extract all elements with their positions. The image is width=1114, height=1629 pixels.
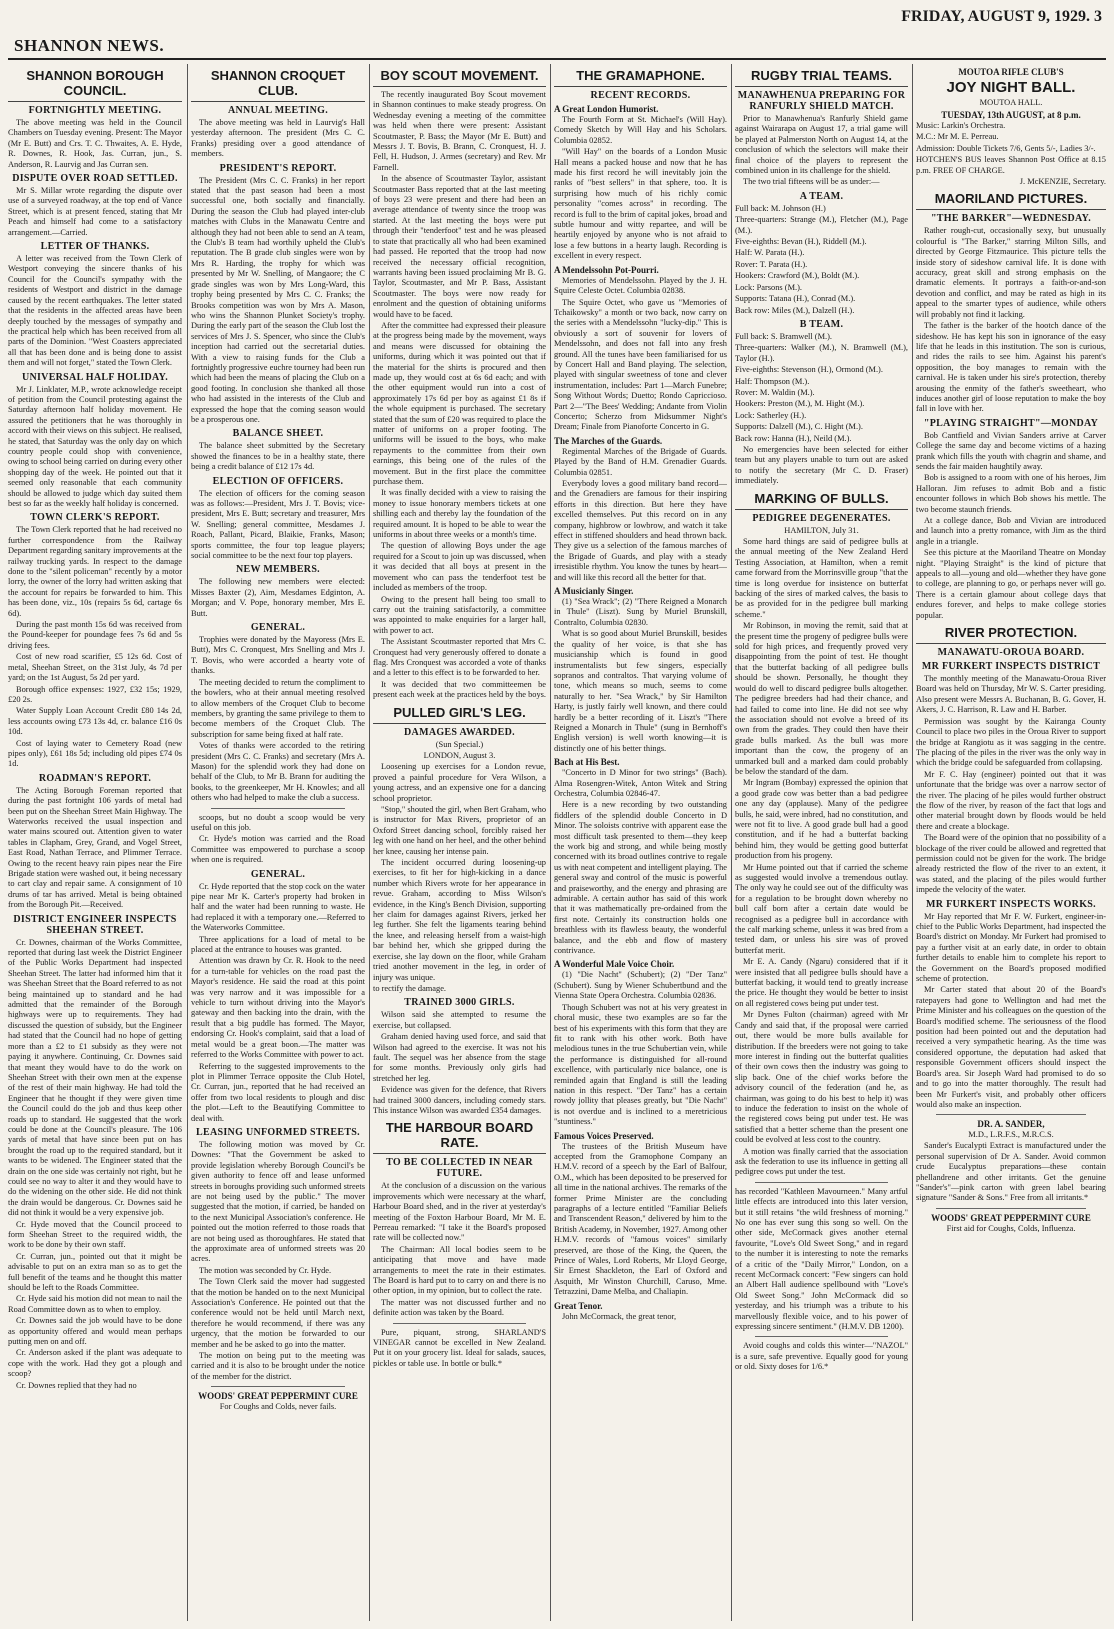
article-headline: MARKING OF BULLS. — [735, 489, 908, 510]
paragraph: The father is the barker of the hootch dance of the sideshow. He has kept his son in ignorance of the easy life that he leads in this institution. The son is curious, and rides the rails to see him. Against his parent's opposition, the boy manages to remain with the carnival. He is taken under his sire's protection, thereby arousing the enmity of the father's sweetheart, who induces another girl of loose reputation to make the boy fall in love with her. — [916, 321, 1106, 414]
paragraph: Water Supply Loan Account Credit £80 14s 2d, less accounts owing £73 13s 4d, cr. balance £16 0s 10d. — [8, 706, 182, 737]
section-heading: A Musicianly Singer. — [554, 586, 634, 597]
paragraph: Bob is assigned to a room with one of his heroes, Jim Halloran. Jim refuses to admit Bob and a fistic encounter follows in which Bob shows his mettle. The two become staunch friends. — [916, 473, 1106, 514]
advertisement-title: WOODS' GREAT PEPPERMINT CURE — [931, 1212, 1091, 1223]
article-divider — [393, 1323, 526, 1324]
section-heading: TOWN CLERK'S REPORT. — [30, 512, 160, 524]
article-headline: THE GRAMAPHONE. — [554, 66, 727, 87]
paragraph: Here is a new recording by two outstanding fiddlers of the splendid double Concerto in D Minor. The soloists contrive with apparent ease the most difficult task presented to them—they keep the work big and strong, and while being mostly concerned with its broad outlines contrive to regale us with neat competent and intelligent playing. The general sway and control of the music is powerful and praiseworthy, and the energy and phrasing are admirable. A certain author has said of this work that it was mathematically pre-ordained from the first note. Certainly its construction holds one breathless with its flawless beauty, the wonderful balance, and the ebb and flow of mastery contrivance. — [554, 800, 727, 956]
paragraph: Owing to the present hall being too small to carry out the training satisfactorily, a committee was appointed to make enquiries for a larger hall, with power to act. — [373, 594, 546, 635]
team-heading: B TEAM. — [799, 318, 844, 330]
paragraph: The two trial fifteens will be as under:— — [743, 177, 880, 187]
paragraph: Three applications for a load of metal to be placed at the entrance to houses was granted. — [191, 934, 365, 955]
section-heading: A Wonderful Male Voice Choir. — [554, 959, 675, 970]
article-divider — [211, 1386, 345, 1387]
paragraph: Some hard things are said of pedigree bulls at the annual meeting of the New Zealand Herd Testing Association, at Hamilton, when a remit came forward from the Morrinsville group "that the time is long overdue for insistence on butterfat backing of the sires of marked calves, the basis to be as provided for in the pedigree bull marking scheme." — [735, 537, 908, 619]
paragraph: The above meeting was held in Laurvig's Hall yesterday afternoon. The president (Mrs C. C. Franks) presiding over a good attendance of members. — [191, 118, 365, 159]
paragraph: No emergencies have been selected for either team but any players unable to turn out are asked to notify the secretary (Mr C. D. Fraser) immediately. — [735, 444, 908, 486]
section-heading: UNIVERSAL HALF HOLIDAY. — [21, 371, 169, 383]
section-heading: "THE BARKER"—WEDNESDAY. — [930, 213, 1092, 225]
paragraph: Cr. Downes, chairman of the Works Committee, reported that during last week the District Engineer of the Public Works Department had inspected Sheehan Street. The latter had informed him that it was Sheehan Street that the Board referred to as not being maintained up to standard and he had admitted that the remainder of the Borough highways were up to requirements. They had discussed the question of subsidy, but the Engineer had stated that the Council had no hope of getting more than a £2 to £1 subsidy as they were not paying it anywhere. Continuing, Cr. Downes said that meant they would have to do the work on Sheehan Street with their own men at the expense of the rest of their main highway. He had told the Engineer that he thought if they were given time the Council could do the job and thus keep other roads up to standard. He suggested that the work could be done at the Council's pleasure. The 106 yards of metal that have since been put on has brought the road up to the required standard, but it wants to be widened. The Engineer stated that the drain on the one side was certainly not right, but he could see no way to alter it and they would have to do the widening on the other side. He did not think the drain would be dangerous. Cr. Downes said he did not think it would be a very expensive job. — [8, 937, 182, 1218]
section-heading: BALANCE SHEET. — [232, 428, 324, 440]
advertisement-line: Music: Larkin's Orchestra. — [916, 121, 1006, 130]
article-headline: RUGBY TRIAL TEAMS. — [735, 66, 908, 87]
team-line: Supports: Dalzell (M.), C. Hight (M.). — [735, 422, 863, 432]
paragraph: John McCormack, the great tenor, — [562, 1311, 677, 1321]
paragraph: The Fourth Form at St. Michael's (Will Hay). Comedy Sketch by Will Hay and his Scholars. Columbia 02852. — [554, 115, 727, 145]
paragraph: The incident occurred during loosening-up exercises, to fit her for high-kicking in a dance number which Rivers wrote for her appearance in revue. Graham, according to Miss Wilson's evidence, in the King's Bench Division, supporting her claim for damages against Rivers, jerked her leg further. She felt the ligaments tearing behind the knee, and releasing herself from a waist-high bar behind her, which she gripped during the exercise, she lay down on the floor, while Graham tried another movement in the leg, in order of injury was unique. — [373, 858, 546, 982]
paragraph: It was finally decided with a view to raising the money to issue honorary members tickets at one shilling each and thereby lay the foundation of the required amount. It is hoped to be able to wear the uniforms in about three weeks or a month's time. — [373, 488, 546, 540]
section-heading: A Great London Humorist. — [554, 104, 659, 114]
section-heading: Bach at His Best. — [554, 757, 620, 768]
section-heading: Famous Voices Preserved. — [554, 1130, 654, 1141]
paragraph: The question of allowing Boys under the age required for a Scout to join up was discussed, when it was decided that all boys at present in the movement who can pass the tenderfoot test be included as members of the troop. — [373, 541, 546, 593]
team-heading: A TEAM. — [799, 190, 844, 202]
paragraph: Mr E. A. Candy (Ngaru) considered that if it were insisted that all pedigree bulls should have a butterfat backing, it would tend to greatly increase the price. He thought they would be better to insist on all registered cows being put under test. — [735, 957, 908, 1008]
paragraph: Cr. Hyde said his motion did not mean to nail the Road Committee down as to when to employ. — [8, 1294, 182, 1314]
advertisement-text: Sander's Eucalypti Extract is manufactured under the personal supervision of Dr A. Sander. Avoid common crude Eucalyptus preparations—these contain phellandrene and other irritants. Get the genuine "Sander's"—pink carton with green label bearing signature "Sander & Sons." Free from all irritants.* — [916, 1141, 1106, 1203]
team-line: Full back: M. Johnson (H.) — [735, 203, 826, 213]
article-headline: SHANNON BOROUGH COUNCIL. — [8, 66, 182, 102]
paragraph: The Assistant Scoutmaster reported that Mrs C. Cronquest had very generously offered to donate a flag. Mrs Cronquest was accorded a vote of thanks and a letter to this effect is to be forwarded to her. — [373, 637, 546, 678]
article-headline: SHANNON CROQUET CLUB. — [191, 66, 365, 102]
team-line: Back row: Hanna (H.), Neild (M.). — [735, 433, 852, 443]
paragraph: Rather rough-cut, occasionally sexy, but unusually colourful is "The Barker," starring Milton Sills, and directed by George Fitzmaurice. This picture tells the inside story of sideshow carnival life. It is done with accuracy, great skill and strong emphasis on the dramatic elements. It portrays a faith-or-and-son devotion and conflict, and may be rated as high in its appeal to the smarter types of audience, while others will probably not find it lacking. — [916, 226, 1106, 319]
paragraph: The Squire Octet, who gave us "Memories of Tchaikowsky" a month or two back, now carry on the series with a Mendelssohn "lucky-dip." This is obviously a sort of souvenir for lovers of Mendelssohn, and does not fall into any fresh ground. All the tunes have been familiarised for us by Concert Hall and Band playing. The selection, played with singular sweetness of tone and clever instrumentation, includes: Part 1—March Funebre; Song Without Words; Duetto; Rondo Capriccioso. Part 2—"The Bees' Wedding; Andante from Violin Concerto; Scherzo from Midsummer Night's Dream; Finale from Pianoforte Concerto in G. — [554, 297, 727, 432]
paragraph: The motion on being put to the meeting was carried and it is also to be brought under the notice of the member for the district. — [191, 1351, 365, 1381]
paragraph: A letter was received from the Town Clerk of Westport conveying the sincere thanks of his Council for the Council's sympathy with the residents of Westport and district in the damage caused by the recent earthquakes. The letter stated that the residents in the affected areas have been deeply touched by the messages of sympathy and the practical help which has been received from all parts of the Dominion. "West Coasters appreciated all that has been done and is being done to assist them and will not forget," stated the Town Clerk. — [8, 254, 182, 368]
paragraph: "Concerto in D Minor for two strings" (Bach). Alma Rosengren-Witek, Anton Witek and String Orchestra, Columbia 02846-47. — [554, 768, 727, 798]
article-subheading: RECENT RECORDS. — [590, 90, 691, 101]
paragraph: The following motion was moved by Cr. Downes: "That the Government be asked to provide legislation whereby Borough Council's be given authority to fence off and lease unformed streets in boroughs providing such unformed streets are not being used by the public." The mover suggested that the motion, if carried, be handed on to the next Municipal Association's conference. He pointed out the motion referred to those roads that are not being used as thoroughfares. He stated that the approximate area of unformed streets was 20 acres. — [191, 1139, 365, 1264]
article-subheading: TO BE COLLECTED IN NEAR FUTURE. — [386, 1157, 533, 1180]
paragraph: "Will Hay" on the boards of a London Music Hall means a packed house and now that he has made his first record he will inevitably join the ranks of "best sellers" in that sphere, too. It is surprising how much of his richly comic personality "comes across" in recording. The record is full to the brim of capital jokes, broad and subtle humour and witty repartee, and will be heartily enjoyed by anyone who is not afraid to lose a few buttons in a hearty laugh. Recording is excellent in every respect. — [554, 147, 727, 261]
advertisement-title: DR. A. SANDER, — [977, 1119, 1045, 1130]
column-pictures-river — [916, 64, 1106, 1621]
section-heading: LETTER OF THANKS. — [40, 241, 150, 253]
column-gramaphone — [554, 64, 727, 1621]
paragraph: Bob Cantfield and Vivian Sanders arrive at Carver College the same day and become victims of a hazing prank which fills the youth with chagrin and shame, and sends the fair maiden haughtily away. — [916, 430, 1106, 471]
article-headline: RIVER PROTECTION. — [916, 623, 1106, 644]
section-heading: GENERAL. — [250, 868, 306, 880]
advertisement-text: For Coughs and Colds, never fails. — [219, 1402, 337, 1412]
team-line: Five-eighths: Bevan (H.), Riddell (M.). — [735, 237, 867, 247]
paragraph: scoops, but no doubt a scoop would be very useful on this job. — [191, 812, 365, 832]
section-heading: PRESIDENT'S REPORT. — [219, 162, 337, 174]
paragraph: The meeting decided to return the compliment to the bowlers, who at their annual meeting resolved to allow members of the Croquet Club to become members, by granting the same privilege to them to become members of the Croquet Club. The subscription for same being fixed at half rate. — [191, 677, 365, 739]
advertisement-text: MOUTOA HALL. — [979, 98, 1043, 107]
paragraph: Cr. Downes replied that they had no — [16, 1380, 137, 1390]
team-line: Lock: Satherley (H.). — [735, 410, 807, 420]
section-heading: ELECTION OF OFFICERS. — [212, 475, 344, 487]
paragraph: Wilson said she attempted to resume the exercise, but collapsed. — [373, 1010, 546, 1030]
paragraph: After the committee had expressed their pleasure at the progress being made by the movement, ways and means were discussed for obtaining the uniforms, during which it was pointed out that if the material for the shirts is procured and then made up, they would cost at 6s 6d each; and with the other equipment would run into a cost of approximately 17s 6d per boy as against £1 8s if the whole equipment is purchased. The secretary stated that the sum of £20 was required to place the matter of uniforms on a proper footing. The uniforms will be issued to the boys, who make repayments to the committee from their own earnings, this being one of the rules of the movement. But in the first place the committee purchase them. — [373, 320, 546, 487]
section-heading: NEW MEMBERS. — [236, 564, 320, 576]
section-heading: MR FURKERT INSPECTS WORKS. — [926, 898, 1096, 910]
paragraph: Though Schubert was not at his very greatest in choral music, these two examples are so far the best of his experiments with this form that they are fit to rank with his other work. Both have melodious tunes in the true Schubertian vein, while the performance is distinguished for all-round excellence, with particularly nice balance, one is reminded again that England is still the leading nation in this respect. "Der Tanz" has a certain rowdy jollity that pleases greatly, but "Die Nacht" is not overdue and is inclined to a meretricious "stuntiness." — [554, 1002, 727, 1127]
paragraph: Cr. Anderson asked if the plant was adequate to cope with the work. Had they got a plough and scoop? — [8, 1348, 182, 1379]
paragraph: Evidence was given for the defence, that Rivers had trained 3000 dancers, including comedy stars. This instance Wilson was awarded £354 damages. — [373, 1085, 546, 1115]
team-line: Rover: T. Parata (H.). — [735, 259, 808, 269]
paragraph: The President (Mrs C. C. Franks) in her report stated that the past season had been a most successful one, both socially and financially. During the season the Club had played inter-club matches with Clubs in the Manawatu Centre and although they had not been able to send an A team, the Club's B team had worthily upheld the Club's reputation. The B grade club singles were won by Mrs R. Harding, the trophy for which was presented by Mr W. Snelling, of Mangaore; the C grade singles was won by Mrs Long-Ward, this trophy being presented by Mrs C. C. Franks; the Brooks competition was won by Mrs A. Mason, who wins the Shannon Plunket Society's trophy. During the early part of the season the Club lost the services of Mrs J. S. Spencer, who since the Club's inception had carried out the secretarial duties. With a view to raising funds for the Club a fortnightly progressive euchre tourney had been run which had been the means of placing the Club on a good footing. In conclusion she thanked all those who had assisted in the interests of the Club and expressed the hope that the coming season would be a prosperous one. — [191, 175, 365, 424]
dateline: HAMILTON, July 31. — [784, 525, 859, 535]
paragraph: The election of officers for the coming season was as follows:—President, Mrs J. T. Bovis; vice-president, Mrs E. Butt; secretary and treasurer, Mrs W. Snelling; general committee, Mesdames J. Roach, Pallant, Picard, Blaikie, Franks, Mason; sports committee, the four top league players; social committee to be the next four top players. — [191, 488, 365, 561]
article-divider — [755, 1182, 888, 1183]
advertisement-headline: JOY NIGHT BALL. — [946, 79, 1076, 96]
masthead — [0, 0, 1114, 55]
paragraph: Loosening up exercises for a London revue, proved a painful procedure for Vera Wilson, a young actress, and an expensive one for a dancing school proprietor. — [373, 762, 546, 803]
paragraph: The recently inaugurated Boy Scout movement in Shannon continues to make steady progress. On Wednesday evening a meeting of the committee was held when there were present: Assistant Scoutmaster, P. Bass; the Mayor (Mr E. Butt) and Messrs J. T. Bovis, B. Brann, C. Cronquest, H. J. Fell, H. Hudson, J. Armes (secretary) and Rev. Mr Farnell. — [373, 90, 546, 172]
paragraph: Cost of laying water to Cemetery Road (new pipes only), £61 18s 5d; including old pipes £74 0s 1d. — [8, 738, 182, 769]
section-heading: The Marches of the Guards. — [554, 435, 663, 446]
paragraph: (1) "Die Nacht" (Schubert); (2) "Der Tanz" (Schubert). Sung by Wiener Schubertbund and the Vienna State Opera Orchestra. Columbia 02836. — [554, 970, 727, 1001]
article-subheading: MR FURKERT INSPECTS DISTRICT — [921, 661, 1101, 673]
paragraph: In the absence of Scoutmaster Taylor, assistant Scoutmaster Bass reported that at the last meeting of boys 23 were present and there had been an average attendance of twenty since the troop was started. At the last meeting the boys were put through their "tenderfoot" test and he was pleased to state that practically all who had been examined had passed. He reported that the troop had now received the necessary official recognition, warrants having been issued proclaiming Mr B. G. Taylor, Scoutmaster, and Mr P. Bass, Assistant Scoutmaster. The boys were now ready for enrolment and the question of obtaining uniforms would have to be faced. — [373, 174, 546, 319]
article-divider — [211, 808, 345, 809]
article-divider — [936, 1114, 1086, 1115]
paragraph: Borough office expenses: 1927, £32 15s; 1929, £20 2s. — [8, 684, 182, 704]
advertisement-line: HOTCHEN'S BUS leaves Shannon Post Office at 8.15 p.m. FREE OF CHARGE. — [916, 155, 1106, 175]
paragraph: Attention was drawn by Cr. R. Hook to the need for a turn-table for vehicles on the road past the Mayor's residence. He said the road at this point was very narrow and it was impossible for a vehicle to turn without driving into the Mayor's gateway and then backing into the drain, with the result that a big puddle has formed. The Mayor, endorsing Cr. Hook's complaint, said that a load of metal would be a great boon.—The matter was referred to the Works Committee with power to act. — [191, 956, 365, 1060]
paragraph: The Town Clerk said the mover had suggested that the motion be handed on to the next Municipal Association's Conference. He pointed out that the conference would not be held until March next, therefore he would recommend, if there was any urgency, that the motion be forwarded to our member and he be asked to go into the matter. — [191, 1277, 365, 1349]
advertisement-date: TUESDAY, 13th AUGUST, at 8 p.m. — [941, 110, 1081, 120]
paragraph: Cr. Downes said the job would have to be done as opportunity offered and would mean perhaps putting men on and off. — [8, 1316, 182, 1347]
column-divider — [550, 64, 551, 1621]
section-heading: TRAINED 3000 GIRLS. — [404, 997, 515, 1009]
column-divider — [912, 64, 913, 1621]
paragraph: The following new members were elected: Misses Baxter (2), Aim, Mesdames Edginton, A. Morgan; and V. Pope, honorary member, Mrs E. Butt. — [191, 577, 365, 618]
paragraph: "Stop," shouted the girl, when Bert Graham, who is instructor for Max Rivers, proprietor of an Oxford Street dancing school, forcibly raised her leg with one hand on her heel, and the other behind her knee, causing her intense pain. — [373, 805, 546, 856]
paragraph: Prior to Manawhenua's Ranfurly Shield game against Wairarapa on August 17, a trial game will be played at Palmerston North on August 14, at the conclusion of which the selectors will make their final choice of the players to represent the combined union in its challenge for the shield. — [735, 114, 908, 176]
advertisement-line: Admission: Double Tickets 7/6, Gents 5/-, Ladies 3/-. — [916, 143, 1096, 153]
section-heading: DISPUTE OVER ROAD SETTLED. — [12, 173, 178, 185]
paragraph: Cost of new road scarifier, £5 12s 6d. Cost of metal, Sheehan Street, on the 31st July, 4s 7d per yard; on the 1st August, 5s 2d per yard. — [8, 652, 182, 683]
paragraph: The monthly meeting of the Manawatu-Oroua River Board was held on Thursday, Mr W. S. Carter presiding. Also present were Messrs A. Buchanan, B. G. Gover, H. Akers, J. C. Harrison, R. Law and H. Barber. — [916, 674, 1106, 715]
section-heading: GENERAL. — [250, 622, 306, 634]
paragraph: Mr Robinson, in moving the remit, said that at the present time the progeny of pedigree bulls were sold for high prices, and frequently proved very disappointing from the point of test. He thought that the butterfat backing of all pedigree bulls should be shown. Personally, he thought they would do well to discard pedigree bulls altogether. The pedigree breeders had had their chance, and had failed to come into line. He did not see why the association should not evolve a breed of its own from the grades. They could then have their grade bulls marked. As the bull was more important than the cow, the progeny of an unmarked bull and a marked dam could probably be below the standard of the dam. — [735, 621, 908, 776]
paragraph: The motion was seconded by Cr. Hyde. — [199, 1265, 332, 1275]
section-heading: Great Tenor. — [554, 1300, 603, 1311]
paragraph: to rectify the damage. — [373, 983, 447, 993]
paragraph: The above meeting was held in the Council Chambers on Tuesday evening. Present: The Mayor (Mr E. Butt) and Crs. T. C. Thwaites, A. E. Hyde, R. Downes, R. Hook, Jas. Curran, jun., S. Anderson, R. Laurvig and Jas Curran sen. — [8, 118, 182, 169]
team-line: Supports: Tatana (H.), Conrad (M.). — [735, 294, 856, 304]
article-headline: THE HARBOUR BOARD RATE. — [373, 1118, 546, 1154]
paragraph: The Board were of the opinion that no possibility of a blockage of the river could be allowed and regretted that permission could not be given for the work. The bridge already restricted the flow of the river to an extent, it was stated, and the placing of the piles would further impede the velocity of the water. — [916, 833, 1106, 895]
paragraph: At a college dance, Bob and Vivian are introduced and launch into a pretty romance, with Jim as the third angle in a triangle. — [916, 516, 1106, 546]
paragraph: Permission was sought by the Kairanga County Council to place two piles in the Oroua River to support the bridge at Rangiotu as it was sagging in the centre. The placing of the piles in the river was the only way in which the bridge could be safeguarded from collapsing. — [916, 716, 1106, 768]
column-boy-scouts — [373, 64, 546, 1621]
paragraph: Votes of thanks were accorded to the retiring president (Mrs C. C. Franks) and secretary (Mrs A. Mason) for the splendid work they had done on behalf of the Club, to Mr B. Brann for auditing the books, to the greenkeeper, Mr H. Knowles; and all others who had helped to make the club a success. — [191, 741, 365, 803]
article-subheading: MANAWATU-OROUA BOARD. — [937, 647, 1085, 659]
team-line: Five-eighths: Stevenson (H.), Ormond (M.). — [735, 365, 883, 375]
paragraph: Memories of Mendelssohn. Played by the J. H. Squire Celeste Octet. Columbia 02838. — [554, 275, 727, 296]
article-subheading: DAMAGES AWARDED. — [404, 726, 515, 738]
paragraph: What is so good about Muriel Brunskill, besides the quality of her voice, is that she has musicianship which is found in good instrumentalists but few singers, especially sopranos and contraltos. That varying volume of tone, which means so much, seems to come naturally to her. "Sea Wrack," by Sir Hamilton Harty, is justly fairly well known, and there could hardly be a better recording of it. Liszt's "There Reigned a Monarch in Thule" (sung in Bernhoff's English version) is well worth knowing—it is distinctly one of his better things. — [554, 629, 727, 753]
paragraph: The balance sheet submitted by the Secretary showed the finances to be in a healthy state, there being a credit balance of £12 17s 4d. — [191, 441, 365, 472]
paragraph: Mr Carter stated that about 20 of the Board's ratepayers had gone to Wellington and had met the Prime Minister and his colleagues on the question of the Board's modified scheme. The seriousness of the flood position had been pointed out and the deputation had received a very sympathetic hearing. As the time was considered opportune, the deputation had asked that responsible Government officers should inspect the Board's area. Sir Joseph Ward had promised to do so and to go into the matter thoroughly. The result had been Mr Furkert's visit, and probably other officers would also make an inspection. — [916, 985, 1106, 1109]
source-line: (Sun Special.) — [435, 739, 484, 749]
paragraph: The matter was not discussed further and no definite action was taken by the Board. — [373, 1297, 546, 1318]
masthead-rule — [8, 58, 1106, 60]
paragraph: (1) "Sea Wrack"; (2) "There Reigned a Monarch in Thule" (Liszt). Sung by Muriel Brunskill, Contralto, Columbia 02830. — [554, 597, 727, 627]
article-headline: PULLED GIRL'S LEG. — [373, 703, 546, 724]
paragraph: It was decided that two committeemen be present each week at the practices held by the boys. — [373, 679, 546, 700]
paragraph: Mr Ingram (Bombay) expressed the opinion that a good grade cow was better than a bad pedigree one any day (applause). Many of the pedigree bulls, he said, were inbred, had no constitution, and were not fit to live. A good grade bull had a good constitution, and if he had a butterfat backing behind him, they would be getting good butterfat production from his progeny. — [735, 778, 908, 861]
paper-name: SHANNON NEWS. — [14, 36, 165, 55]
advertisement-line: M.C.: Mr M. E. Perreau. — [916, 132, 999, 142]
paragraph: During the past month 15s 6d was received from the Pound-keeper for poundage fees 7s 6d and 5s driving fees. — [8, 620, 182, 650]
team-line: Full back: S. Bramwell (M.). — [735, 331, 832, 341]
advertisement-title: WOODS' GREAT PEPPERMINT CURE — [198, 1391, 358, 1402]
paragraph: Regimental Marches of the Brigade of Guards. Played by the Band of H.M. Grenadier Guards. Columbia 02851. — [554, 446, 727, 477]
article-headline: MAORILAND PICTURES. — [916, 189, 1106, 210]
paragraph: Mr F. C. Hay (engineer) pointed out that it was unfortunate that the bridge was over a narrow sector of the river. The placing of he piles would further obstruct the flow of the river, by reason of the fact that logs and other material brought down by floods would be held there and create a blockage. — [916, 769, 1106, 831]
paragraph: The Chairman: All local bodies seem to be anticipating that move and have made arrangements to meet the rate in their estimates. The Board is hard put to to carry on and there is no other option, in my opinion, but to collect the rate. — [373, 1244, 546, 1296]
section-heading: DISTRICT ENGINEER INSPECTS SHEEHAN STREET. — [13, 913, 177, 936]
paragraph: Mr Dynes Fulton (chairman) agreed with Mr Candy and said that, if the proposal were carried out, there would be more bulls available for distribution. If the breeders were not going to take more interest in finding out the butterfat qualities of their own cows then the industry was going to slip back. One of the chief works before the advisory council of the federation (and he, as chairman, was going to do his best to help it) was to induce the federation to insist on the whole of the registered cows being put under test. He was satisfied that a better scheme than the present one could be evolved at less cost to the country. — [735, 1010, 908, 1145]
paragraph: The Acting Borough Foreman reported that during the past fortnight 106 yards of metal had been put on the Sheehan Street Main Highway. The Waterworks received the usual inspection and water mains scoured out. Attention given to water tables in Clapham, Grey, Grand, and Vogel Street, East Road, Nathan Terrace, and Plimmer Terrace. Owing to the recent heavy rain pipes near the Fire Brigade station were washed out, it being necessary to cart clay and repair same. A consignment of 10 drums of tar has arrived. Metal is being obtained from the Borough Pit.—Received. — [8, 785, 182, 910]
article-headline: BOY SCOUT MOVEMENT. — [373, 66, 546, 87]
team-line: Hookers: Crawford (M.), Boldt (M.). — [735, 271, 860, 281]
advertisement-text: M.D., L.R.F.S., M.R.C.S. — [968, 1130, 1054, 1140]
paragraph: The Town Clerk reported that he had received no further correspondence from the Railway Department regarding sanitary improvements at the railway trucking yards. In respect to the damage done to the "silent policeman" recently by a motor lorry, the owner of the lorry had written asking that the account for repairs be forwarded to him. This has been done, viz., 10s (repairs 5s 6d, cartage 6s 6d). — [8, 525, 182, 618]
paragraph: See this picture at the Maoriland Theatre on Monday night. "Playing Straight" is the kind of picture that appeals to all—young and old—whether they have gone to college, are planning to go, or perhaps never will go. There is a certain glamour about college days that endures forever, and helps to make college stories popular. — [916, 548, 1106, 620]
paragraph: Mr Hume pointed out that if carried the scheme as suggested would involve a tremendous outlay. The only way he could see out of the difficulty was for a regulation to be brought down whereby no bull calf born after a certain date would be recognised as a pedigree bull in accordance with the calf marking scheme, unless it was bred from a tested dam, or unless his sire was of proved butterfat merit. — [735, 862, 908, 955]
section-heading: LEASING UNFORMED STREETS. — [196, 1126, 360, 1138]
paragraph: The trustees of the British Museum have accepted from the Gramophone Company an H.M.V. record of a speech by the Earl of Balfour, O.M., which has been deposited to be preserved for all time in the national archives. The remarks of the former Prime Minister are the concluding paragraphs of a lecture entitled "Familiar Beliefs and Transcendent Reason," delivered by him to the British Academy, in November, 1927. Among other H.M.V. records of "famous voices" similarly preserved, are those of the King, the Queen, the Prince of Wales, Lord Roberts, Mr Lloyd George, Sir Ernest Shackleton, the Earl of Oxford and Asquith, Mr Winston Churchill, Caruso, Mme. Tetrazzini, Dame Melba, and Chaliapin. — [554, 1141, 727, 1297]
dateline: LONDON, August 3. — [423, 750, 496, 760]
column-divider — [731, 64, 732, 1621]
paragraph: Referring to the suggested improvements to the plot in Plimmer Terrace opposite the Club Hotel, Cr. Curran, jun., reported that he had received an offer from two local residents to plough and disc the plot.—Left to the Beautifying Committee to deal with. — [191, 1061, 365, 1123]
paragraph: Graham denied having used force, and said that Wilson had agreed to the exercise. It was not his fault. The sequel was her absence from the stage for some months. Previously only girls had stretched her leg. — [373, 1032, 546, 1083]
team-line: Half: W. Parata (H.). — [735, 248, 805, 258]
column-croquet-club — [191, 64, 365, 1621]
paragraph: has recorded "Kathleen Mavourneen." Many artful little effects are introduced into this later version, but it still retains "the wild freshness of morning." No one has ever sung this song so well. On the other side, McCormack gives another eternal favourite, "Love's Old Sweet Song," and in regard to the number it is interesting to note the remarks of a critic of the "Daily Mirror," London, on a recent McCormack concert: "Few singers can hold an Albert Hall audience spellbound with "Love's Old Sweet Song." John McCormack did so yesterday, and his triumph was a tribute to his marvellously flexible voice, and to his power of expressing sincere sentiment." (H.M.V. DB 1200). — [735, 1186, 908, 1332]
team-line: Hookers: Preston (M.), M. Hight (M.). — [735, 399, 865, 409]
article-divider — [755, 1336, 888, 1337]
team-line: Three-quarters: Walker (M.), N. Bramwell (M.), Taylor (H.). — [735, 343, 908, 363]
team-line: Back row: Miles (M.), Dalzell (H.). — [735, 305, 855, 315]
paragraph: Mr S. Millar wrote regarding the dispute over use of a surveyed roadway, at the top end of Vance Street, which is at present fenced, stating that Mr Peach and himself had come to a satisfactory arrangement.—Carried. — [8, 186, 182, 237]
paragraph: Everybody loves a good military band record—and the Grenadiers are famous for their inspiring efforts in this direction. But here they have excelled themselves. Put this record on in any company, highbrow or lowbrow, and watch it take effect in stiffened shoulders and head thrown back. They give us a selection of the famous marches of the Brigade of Guards, and play with a steady irresistible rhythm. You know the tunes by heart—and will like this record all the better for that. — [554, 479, 727, 582]
team-line: Lock: Parsons (M.). — [735, 282, 802, 292]
team-line: Three-quarters: Strange (M.), Fletcher (M.), Page (M.). — [735, 215, 908, 235]
article-subheading: ANNUAL MEETING. — [227, 105, 329, 116]
paragraph: Cr. Hyde's motion was carried and the Road Committee was empowered to purchase a scoop when one is required. — [191, 834, 365, 865]
paragraph: Cr. Hyde reported that the stop cock on the water pipe near Mr K. Carter's property had broken in half and the water had been running to waste. He had replaced it with a temporary one.—Referred to the Waterworks Committee. — [191, 881, 365, 933]
team-line: Rover: M. Waldin (M.). — [735, 387, 815, 397]
advertisement-text: Pure, piquant, strong, SHARLAND'S VINEGAR cannot be excelled in New Zealand. Put it on your grocery list. Ideal for salads, sauces, pickles or table use. In bottle or bulk.* — [373, 1327, 546, 1368]
column-divider — [187, 64, 188, 1621]
article-subheading: PEDIGREE DEGENERATES. — [752, 512, 891, 524]
advertisement-text: First aid for Coughs, Colds, Influenza. — [946, 1223, 1076, 1233]
advertisement-signature: J. McKENZIE, Secretary. — [1019, 177, 1106, 187]
column-borough-council — [8, 64, 182, 1621]
section-heading: A Mendelssohn Pot-Pourri. — [554, 264, 659, 275]
article-subheading: FORTNIGHTLY MEETING. — [28, 105, 162, 116]
article-divider — [936, 1208, 1086, 1209]
paragraph: Cr. Curran, jun., pointed out that it might be advisable to put on an extra man so as to get the full benefit of the teams and he thought this matter should be left to the Roads Committee. — [8, 1251, 182, 1293]
section-heading: "PLAYING STRAIGHT"—MONDAY — [923, 417, 1099, 429]
column-rugby-bulls — [735, 64, 908, 1621]
paragraph: A motion was finally carried that the association ask the federation to use its influence in getting all pedigree cows put under the test. — [735, 1146, 908, 1177]
paragraph: Cr. Hyde moved that the Council proceed to form Sheehan Street to the required width, the work to be done by their own staff. — [8, 1219, 182, 1250]
paragraph: Mr J. Linklater, M.P., wrote acknowledge receipt of petition from the Council protesting against the Saturday afternoon half holiday movement. He assured the petitioners that he was thoroughly in accord with their views on this subject. He realised, he stated, that Saturday was the only day on which country people could shop with convenience, owing to school being carried on during every other shopping day of the week. He pointed out that it seemed only reasonable that each community should be allowed to judge which day suited them best so far as the weekly half holiday is concerned. — [8, 384, 182, 508]
paragraph: Mr Hay reported that Mr F. W. Furkert, engineer-in-chief to the Public Works Department, had inspected the Board's district on Monday. Mr Furkert had promised to pay a further visit at an early date, in order to obtain further details to enable him to complete his report to the Government on the Board's proposed modified scheme of protection. — [916, 911, 1106, 984]
advertisement-title: MOUTOA RIFLE CLUB'S — [958, 67, 1064, 77]
column-divider — [369, 64, 370, 1621]
paragraph: Trophies were donated by the Mayoress (Mrs E. Butt), Mrs C. Cronquest, Mrs Snelling and Mrs J. T. Bovis, who were accorded a hearty vote of thanks. — [191, 635, 365, 676]
advertisement-text: Avoid coughs and colds this winter—"NAZOL" is a sure, safe preventive. Equally good for young or old. Sixty doses for 1/6.* — [735, 1341, 908, 1372]
date-line: FRIDAY, AUGUST 9, 1929. 3 — [901, 8, 1102, 25]
article-subheading: MANAWHENUA PREPARING FOR RANFURLY SHIELD MATCH. — [737, 90, 906, 112]
section-heading: ROADMAN'S REPORT. — [38, 772, 152, 784]
team-line: Half: Thompson (M.). — [735, 376, 810, 386]
paragraph: At the conclusion of a discussion on the various improvements which were necessary at the wharf, Harbour Board shed, and in the river at yesterday's meeting of the Foxton Harbour Board, Mr M. E. Perreau remarked: "I take it the Board's proposed rate will be collected now." — [373, 1181, 546, 1243]
